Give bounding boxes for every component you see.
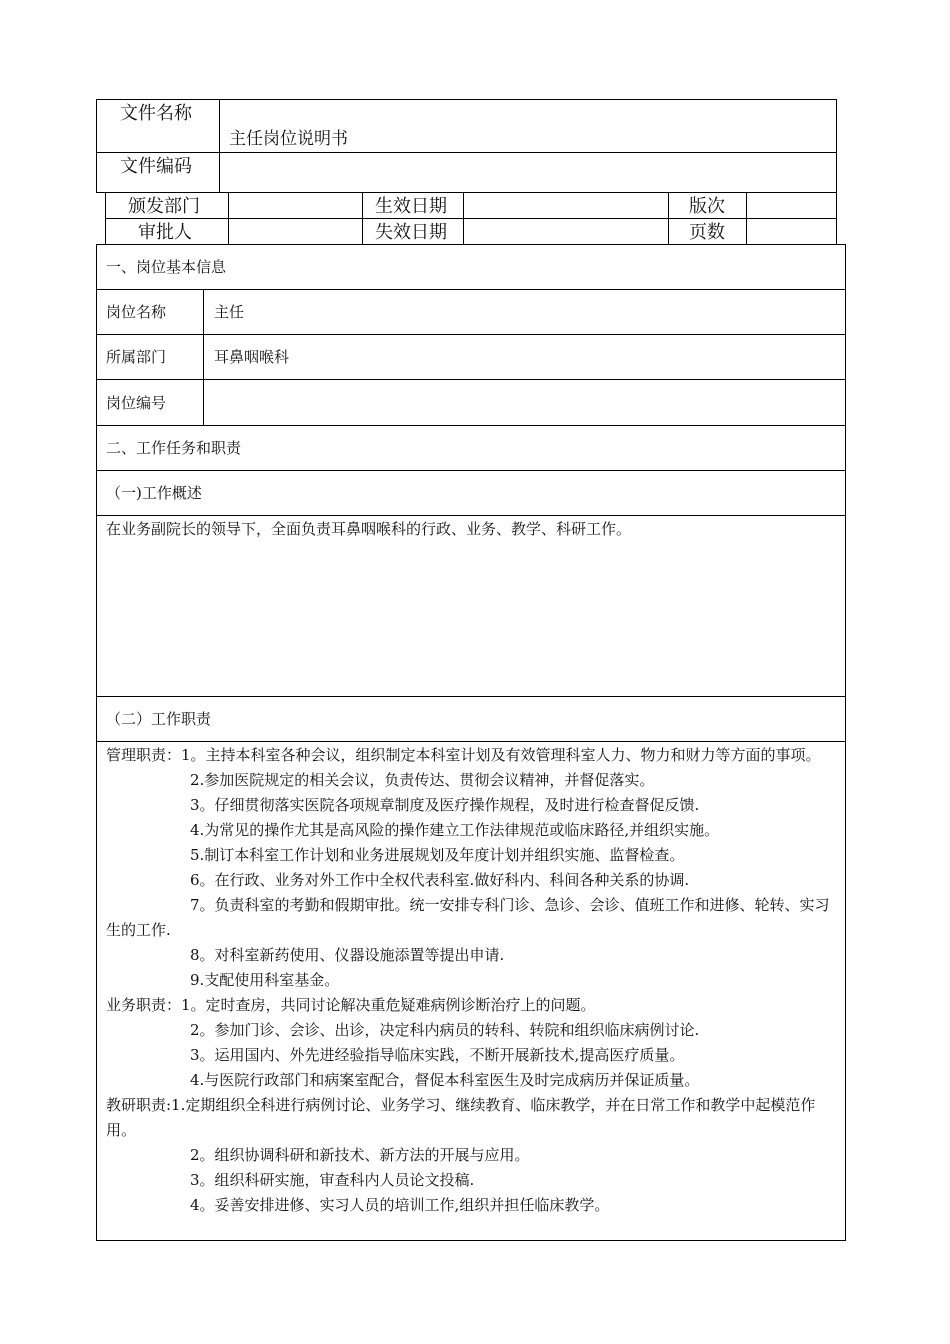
duty-item: 3。仔细贯彻落实医院各项规章制度及医疗操作规程，及时进行检查督促反馈.: [190, 796, 700, 814]
duty-item: 6。在行政、业务对外工作中全权代表科室.做好科内、科间各种关系的协调.: [190, 871, 690, 889]
duty-item: 4。妥善安排进修、实习人员的培训工作,组织并担任临床教学。: [190, 1196, 610, 1214]
post-name-label: 岗位名称: [106, 303, 167, 321]
duty-item: 4.为常见的操作尤其是高风险的操作建立工作法律规范或临床路径,并组织实施。: [190, 821, 720, 839]
post-code-label: 岗位编号: [106, 394, 167, 412]
duty-item: 2。组织协调科研和新技术、新方法的开展与应用。: [190, 1146, 530, 1164]
duties-title: （二）工作职责: [106, 710, 212, 728]
duty-item: 业务职责：1。定时查房，共同讨论解决重危疑难病例诊断治疗上的问题。: [106, 996, 596, 1014]
effective-date-label: 生效日期: [375, 196, 447, 217]
overview-text: 在业务副院长的领导下，全面负责耳鼻咽喉科的行政、业务、教学、科研工作。: [106, 520, 632, 538]
duty-item: 3。组织科研实施，审查科内人员论文投稿.: [190, 1171, 475, 1189]
pages-label: 页数: [689, 222, 725, 243]
expiry-date-label: 失效日期: [375, 222, 447, 243]
duty-item: 8。对科室新药使用、仪器设施添置等提出申请.: [190, 946, 505, 964]
post-name-value: 主任: [214, 303, 245, 321]
duty-item: 9.支配使用科室基金。: [190, 971, 340, 989]
duty-item: 教研职责:1.定期组织全科进行病例讨论、业务学习、继续教育、临床教学，并在日常工作和教学中起模范作用。: [106, 1096, 816, 1139]
duty-item: 3。运用国内、外先进经验指导临床实践，不断开展新技术,提高医疗质量。: [190, 1046, 685, 1064]
duty-item: 管理职责：1。主持本科室各种会议，组织制定本科室计划及有效管理科室人力、物力和财力等方面的事项。: [106, 746, 821, 764]
duty-item: 2。参加门诊、会诊、出诊，决定科内病员的转科、转院和组织临床病例讨论.: [190, 1021, 700, 1039]
duty-item: 2.参加医院规定的相关会议，负责传达、贯彻会议精神，并督促落实。: [190, 771, 655, 789]
file-code-label: 文件编码: [120, 156, 192, 177]
duty-item: 4.与医院行政部门和病案室配合，督促本科室医生及时完成病历并保证质量。: [190, 1071, 700, 1089]
file-name-value: 主任岗位说明书: [229, 129, 348, 149]
version-label: 版次: [689, 196, 725, 217]
department-label: 所属部门: [106, 348, 167, 366]
file-name-label: 文件名称: [120, 103, 192, 124]
duties-list: [106, 743, 838, 1218]
overview-title: （一)工作概述: [106, 484, 202, 502]
duty-item: 5.制订本科室工作计划和业务进展规划及年度计划并组织实施、监督检查。: [190, 846, 685, 864]
issue-dept-label: 颁发部门: [128, 196, 200, 217]
duty-item: 7。负责科室的考勤和假期审批。统一安排专科门诊、急诊、会诊、值班工作和进修、轮转、实习生的工作.: [106, 896, 830, 939]
section2-title: 二、工作任务和职责: [106, 439, 242, 457]
approver-label: 审批人: [138, 222, 192, 243]
section1-title: 一、岗位基本信息: [106, 258, 227, 276]
department-value: 耳鼻咽喉科: [214, 348, 290, 366]
